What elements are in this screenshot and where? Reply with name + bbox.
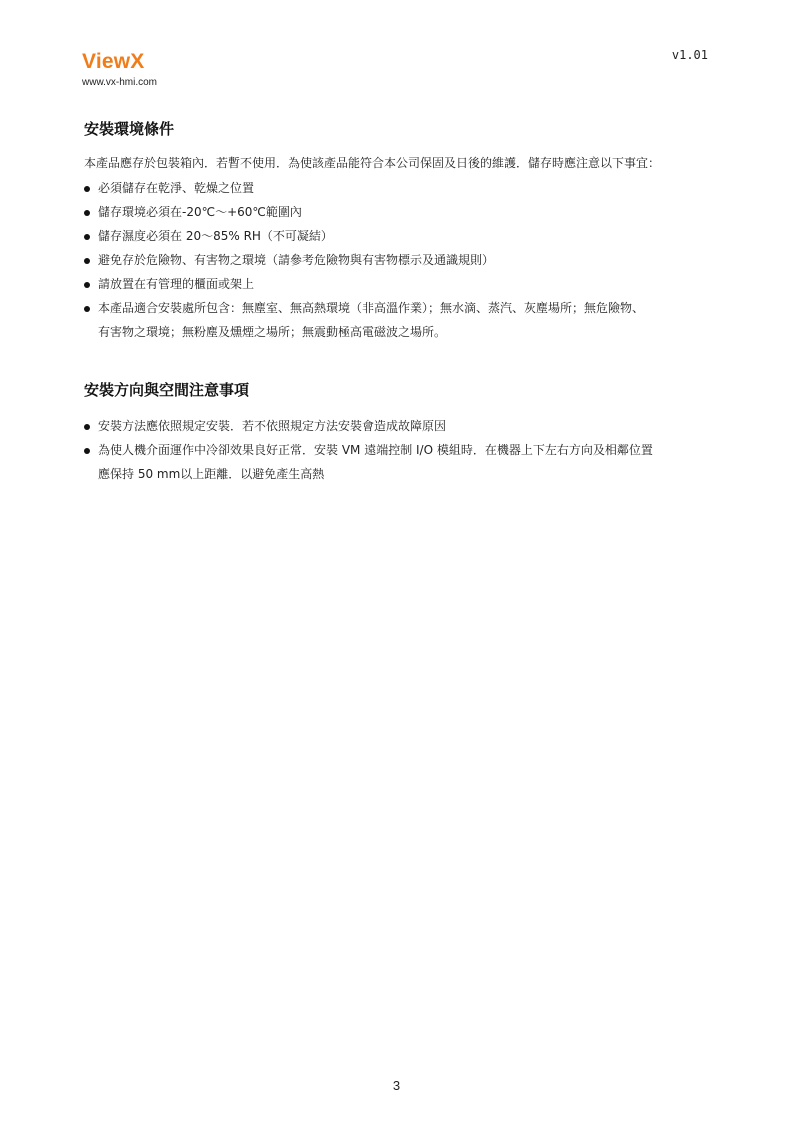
environment-conditions-list: [84, 176, 724, 344]
list-item-text: 請放置在有管理的櫃面或架上: [98, 277, 255, 291]
page-number: 3: [392, 1078, 401, 1093]
list-item-text-continuation: 應保持 50 mm以上距離．以避免產生高熱: [98, 467, 325, 481]
document-version: v1.01: [671, 48, 708, 62]
list-item: [84, 200, 724, 224]
list-item: [84, 414, 724, 438]
list-item-text: 儲存環境必須在-20℃～+60℃範圍內: [98, 205, 302, 219]
brand-logo: ViewX: [82, 50, 145, 73]
bullet-icon: [84, 210, 90, 216]
bullet-icon: [84, 258, 90, 264]
list-item-text: 避免存於危險物、有害物之環境（請參考危險物與有害物標示及通識規則）: [98, 253, 495, 267]
list-item: [84, 438, 724, 486]
storage-intro-paragraph: 本產品應存於包裝箱內．若暫不使用．為使該產品能符合本公司保固及日後的維護．儲存時應注意以下事宜：: [84, 156, 661, 170]
section-title-installation-direction: 安裝方向與空間注意事項: [84, 381, 250, 399]
list-item: [84, 296, 724, 344]
bullet-icon: [84, 186, 90, 192]
list-item: [84, 176, 724, 200]
website-url: www.vx-hmi.com: [82, 77, 158, 88]
bullet-icon: [84, 448, 90, 454]
list-item-text: 安裝方法應依照規定安裝．若不依照規定方法安裝會造成故障原因: [98, 419, 447, 433]
list-item: [84, 272, 724, 296]
list-item-text: 本產品適合安裝處所包含：無塵室、無高熱環境（非高溫作業）；無水滴、蒸汽、灰塵場所；無危險物、: [98, 301, 645, 315]
bullet-icon: [84, 234, 90, 240]
bullet-icon: [84, 282, 90, 288]
section-title-installation-environment: 安裝環境條件: [84, 120, 175, 138]
installation-direction-list: [84, 414, 724, 486]
bullet-icon: [84, 306, 90, 312]
bullet-icon: [84, 424, 90, 430]
list-item-text: 儲存濕度必須在 20～85% RH（不可凝結）: [98, 229, 333, 243]
list-item-text: 為使人機介面運作中冷卻效果良好正常．安裝 VM 遠端控制 I/O 模組時．在機器上下左右方向及相鄰位置: [98, 443, 653, 457]
list-item: [84, 224, 724, 248]
list-item: [84, 248, 724, 272]
list-item-text: 必須儲存在乾淨、乾燥之位置: [98, 181, 255, 195]
list-item-text-continuation: 有害物之環境；無粉塵及燻煙之場所；無震動極高電磁波之場所。: [98, 325, 447, 339]
